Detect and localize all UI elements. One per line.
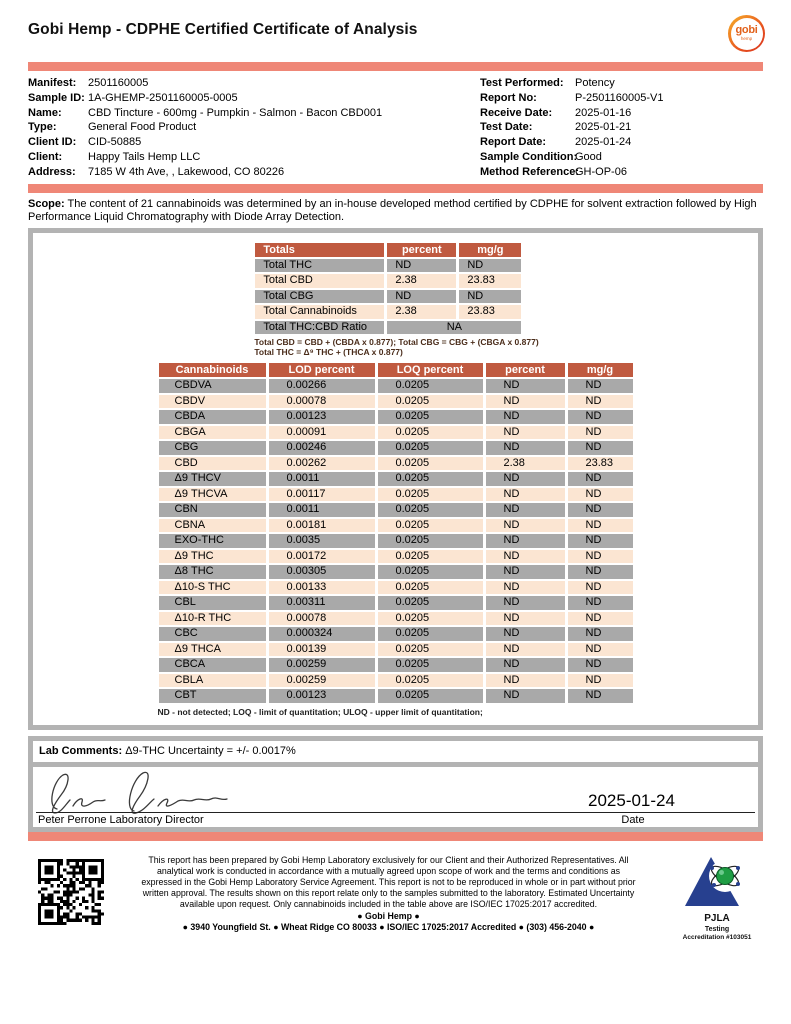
sample-info-left-column [28, 76, 480, 180]
table-row [159, 627, 633, 641]
info-value: GH-OP-06 [575, 165, 627, 178]
lab-comments-text: Δ9-THC Uncertainty = +/- 0.0017% [125, 744, 296, 757]
info-value: 2025-01-21 [575, 121, 632, 134]
table-cell: 0.0205 [378, 565, 483, 579]
table-cell: 0.0205 [378, 379, 483, 393]
table-cell: Δ9 THCA [159, 643, 266, 657]
table-cell: ND [568, 379, 633, 393]
table-header-cell: Totals [255, 243, 384, 257]
table-row [159, 488, 633, 502]
info-row [28, 150, 480, 165]
table-cell: CBN [159, 503, 266, 517]
gobi-logo-inner [731, 18, 763, 50]
table-row [159, 519, 633, 533]
info-row [28, 106, 480, 121]
table-cell: 0.00091 [269, 426, 375, 440]
table-cell: ND [387, 290, 456, 304]
table-cell: 0.00262 [269, 457, 375, 471]
info-label: Manifest: [28, 77, 77, 89]
table-cell: CBDV [159, 395, 266, 409]
signature-handwriting [39, 769, 269, 817]
table-cell: 0.00181 [269, 519, 375, 533]
info-label: Address: [28, 165, 76, 178]
signature-line [36, 812, 755, 813]
info-label: Test Performed: [480, 77, 564, 89]
table-cell: 0.0205 [378, 596, 483, 610]
table-row [159, 410, 633, 424]
table-cell: 0.0205 [378, 627, 483, 641]
table-cell: 0.0205 [378, 581, 483, 595]
scope-paragraph [28, 198, 763, 224]
table-cell: Total CBD [255, 274, 384, 288]
info-label: Test Date: [480, 121, 533, 134]
pjla-logo-graphic [681, 855, 753, 909]
qr-code [38, 859, 104, 925]
table-row [159, 395, 633, 409]
table-cell: Δ10-R THC [159, 612, 266, 626]
table-cell: ND [568, 503, 633, 517]
table-cell: 0.0205 [378, 395, 483, 409]
table-cell: 0.00266 [269, 379, 375, 393]
table-row [159, 550, 633, 564]
table-row [255, 305, 521, 319]
table-cell: Δ8 THC [159, 565, 266, 579]
table-cell: ND [486, 488, 565, 502]
sample-info-right-column [480, 76, 763, 180]
table-cell: 0.00305 [269, 565, 375, 579]
table-cell: ND [486, 550, 565, 564]
table-row [255, 274, 521, 288]
table-cell: 2.38 [387, 274, 456, 288]
table-cell: ND [459, 259, 521, 273]
table-cell: 0.00117 [269, 488, 375, 502]
table-cell: ND [486, 596, 565, 610]
table-cell: ND [568, 612, 633, 626]
table-cell: 0.00311 [269, 596, 375, 610]
table-header-cell: LOD percent [269, 363, 375, 377]
table-cell: ND [568, 534, 633, 548]
table-cell: 0.0205 [378, 689, 483, 703]
table-cell: 0.0205 [378, 534, 483, 548]
table-cell: ND [568, 627, 633, 641]
table-cell: 23.83 [459, 305, 521, 319]
table-cell: ND [568, 565, 633, 579]
table-cell: 0.0205 [378, 426, 483, 440]
info-row [480, 91, 763, 106]
signature-date-value: 2025-01-24 [588, 790, 675, 810]
table-header-cell: LOQ percent [378, 363, 483, 377]
table-cell: 0.0205 [378, 410, 483, 424]
table-cell: ND [568, 581, 633, 595]
header [0, 0, 791, 62]
table-cell: 2.38 [486, 457, 565, 471]
pjla-testing-label: Testing [704, 925, 730, 933]
table-cell: 0.00172 [269, 550, 375, 564]
table-row [255, 259, 521, 273]
table-cell: ND [486, 472, 565, 486]
lab-comments-label: Lab Comments: [39, 744, 123, 757]
table-cell: ND [486, 565, 565, 579]
table-cell: ND [486, 441, 565, 455]
table-cell: ND [486, 612, 565, 626]
table-cell: 0.00123 [269, 410, 375, 424]
table-cell: ND [568, 441, 633, 455]
table-row [159, 457, 633, 471]
table-cell: Total THC [255, 259, 384, 273]
footer-text-block [136, 855, 641, 933]
table-cell: ND [387, 259, 456, 273]
totals-note-1: Total CBD = CBD + (CBDA x 0.877); Total CBG = CBG + (CBGA x 0.877) [254, 337, 539, 348]
pjla-accreditation-logo [673, 855, 761, 942]
table-cell: 0.0205 [378, 643, 483, 657]
signature-area [33, 767, 758, 827]
table-cell: Total THC:CBD Ratio [255, 321, 384, 335]
info-row [480, 165, 763, 180]
table-cell: ND [568, 519, 633, 533]
table-header-cell: mg/g [459, 243, 521, 257]
info-row [28, 91, 480, 106]
results-box [28, 228, 763, 730]
scope-label: Scope: [28, 197, 65, 210]
table-cell: 0.00078 [269, 612, 375, 626]
info-label: Sample ID: [28, 91, 85, 104]
cannabinoids-section [156, 361, 636, 717]
info-value: 2025-01-24 [575, 136, 632, 149]
table-cell: ND [568, 410, 633, 424]
table-cell: 0.0205 [378, 488, 483, 502]
table-cell: CBC [159, 627, 266, 641]
page-title: Gobi Hemp - CDPHE Certified Certificate of Analysis [28, 21, 418, 38]
info-row [28, 165, 480, 180]
table-cell: ND [568, 472, 633, 486]
info-label: Method Reference: [480, 165, 580, 178]
table-cell: ND [568, 395, 633, 409]
info-label: Report Date: [480, 136, 547, 149]
table-row [255, 290, 521, 304]
divider-bar-top [28, 62, 763, 71]
divider-bar-scope [28, 184, 763, 193]
table-cell: ND [486, 534, 565, 548]
info-label: Type: [28, 121, 57, 134]
table-row [159, 658, 633, 672]
table-cell: 0.0035 [269, 534, 375, 548]
table-cell: 0.00139 [269, 643, 375, 657]
table-header-cell: Cannabinoids [159, 363, 266, 377]
table-cell: Δ9 THCV [159, 472, 266, 486]
table-header-row [159, 363, 633, 377]
pjla-accreditation-number: Accreditation #103051 [682, 933, 752, 941]
date-label: Date [621, 813, 645, 826]
info-row [480, 120, 763, 135]
table-cell: EXO-THC [159, 534, 266, 548]
table-cell: 0.0011 [269, 472, 375, 486]
info-value: 2025-01-16 [575, 106, 632, 119]
footer [0, 855, 791, 942]
table-row [159, 596, 633, 610]
info-value: P-2501160005-V1 [575, 91, 664, 104]
table-cell: NA [387, 321, 521, 335]
table-cell: CBL [159, 596, 266, 610]
gobi-logo-subtext: hemp [740, 36, 753, 42]
info-row [28, 76, 480, 91]
info-row [28, 135, 480, 150]
table-row [159, 426, 633, 440]
table-cell: ND [568, 596, 633, 610]
table-cell: CBGA [159, 426, 266, 440]
table-cell: Δ9 THC [159, 550, 266, 564]
table-header-cell: mg/g [568, 363, 633, 377]
table-cell: CBD [159, 457, 266, 471]
table-cell: ND [486, 658, 565, 672]
table-cell: ND [486, 410, 565, 424]
lab-comments [33, 741, 758, 762]
table-cell: 0.0205 [378, 674, 483, 688]
info-value: CBD Tincture - 600mg - Pumpkin - Salmon - Bacon CBD001 [88, 106, 383, 119]
totals-table [252, 241, 524, 337]
table-legend: ND - not detected; LOQ - limit of quantitation; ULOQ - upper limit of quantitation; [157, 706, 483, 717]
signatory-name-title: Peter Perrone Laboratory Director [38, 813, 204, 826]
info-label: Client ID: [28, 136, 77, 149]
table-cell: ND [486, 581, 565, 595]
table-cell: CBNA [159, 519, 266, 533]
table-cell: 0.0205 [378, 441, 483, 455]
table-header-cell: percent [387, 243, 456, 257]
table-cell: 0.00259 [269, 658, 375, 672]
table-cell: ND [568, 674, 633, 688]
table-cell: ND [486, 379, 565, 393]
table-cell: 0.00123 [269, 689, 375, 703]
table-row [159, 674, 633, 688]
table-cell: 0.00078 [269, 395, 375, 409]
table-cell: CBG [159, 441, 266, 455]
table-header-cell: percent [486, 363, 565, 377]
table-cell: CBCA [159, 658, 266, 672]
gobi-hemp-logo [728, 15, 765, 52]
lab-comments-signature-box [28, 736, 763, 832]
pjla-name: PJLA [704, 912, 730, 924]
table-cell: ND [486, 689, 565, 703]
info-value: 1A-GHEMP-2501160005-0005 [88, 91, 238, 104]
table-cell: ND [486, 503, 565, 517]
table-cell: CBDVA [159, 379, 266, 393]
footer-disclaimer: This report has been prepared by Gobi Hemp Laboratory exclusively for our Client and their Authorized Representatives. All analytical work is conducted in accordance with a mutually agreed upon scope of work and the terms and conditions as expressed in the Gobi Hemp Laboratory Service Agreement. This report is not to be reproduced in whole or in part without prior written approval. The results shown on this report relate only to the samples submitted to the laboratory. Estimated Uncertainty available upon request. Only cannabinoids included in the table above are ISO/IEC 17025:2017 accredited. [141, 854, 636, 910]
info-value: Good [575, 150, 602, 163]
table-row [159, 441, 633, 455]
table-cell: 0.0205 [378, 658, 483, 672]
info-label: Name: [28, 106, 62, 119]
table-cell: ND [486, 674, 565, 688]
table-cell: 0.00133 [269, 581, 375, 595]
table-cell: 0.0205 [378, 472, 483, 486]
info-label: Sample Condition: [480, 150, 578, 163]
table-cell: ND [486, 395, 565, 409]
info-value: General Food Product [88, 121, 197, 134]
table-row [159, 534, 633, 548]
table-cell: ND [568, 550, 633, 564]
info-label: Report No: [480, 91, 537, 104]
scope-text: The content of 21 cannabinoids was determined by an in-house developed method certified by CDPHE for solvent extraction followed by High Performance Liquid Chromatography with Diode Array Detection. [28, 197, 757, 223]
footer-address-line: ● 3940 Youngfield St. ● Wheat Ridge CO 80033 ● ISO/IEC 17025:2017 Accredited ● (303) 456-2040 ● [182, 921, 595, 932]
info-value: Happy Tails Hemp LLC [88, 150, 201, 163]
table-row [159, 503, 633, 517]
table-cell: ND [486, 627, 565, 641]
table-header-row [255, 243, 521, 257]
table-cell: CBLA [159, 674, 266, 688]
info-value: 2501160005 [88, 77, 149, 89]
table-cell: 0.0205 [378, 503, 483, 517]
table-cell: ND [486, 426, 565, 440]
table-cell: Δ9 THCVA [159, 488, 266, 502]
info-row [480, 76, 763, 91]
table-cell: 0.0205 [378, 550, 483, 564]
info-label: Receive Date: [480, 106, 553, 119]
info-row [480, 135, 763, 150]
footer-org-line: ● Gobi Hemp ● [357, 910, 420, 921]
table-cell: ND [486, 643, 565, 657]
table-row [255, 321, 521, 335]
totals-section [252, 241, 538, 362]
info-value: 7185 W 4th Ave, , Lakewood, CO 80226 [88, 165, 285, 178]
info-row [28, 120, 480, 135]
table-cell: ND [459, 290, 521, 304]
info-row [480, 150, 763, 165]
table-cell: 0.00259 [269, 674, 375, 688]
table-cell: 23.83 [568, 457, 633, 471]
table-cell: ND [486, 519, 565, 533]
totals-formula-notes [254, 337, 538, 357]
table-row [159, 581, 633, 595]
info-value: CID-50885 [88, 136, 142, 149]
divider-bar-bottom [28, 832, 763, 841]
cannabinoids-table [156, 361, 636, 705]
table-cell: 0.0011 [269, 503, 375, 517]
table-row [159, 612, 633, 626]
table-cell: 0.0205 [378, 457, 483, 471]
table-row [159, 472, 633, 486]
info-label: Client: [28, 150, 63, 163]
table-cell: 0.00246 [269, 441, 375, 455]
table-cell: ND [568, 426, 633, 440]
sample-info-section [0, 71, 791, 184]
table-cell: 0.0205 [378, 519, 483, 533]
table-cell: ND [568, 689, 633, 703]
table-row [159, 565, 633, 579]
table-cell: 23.83 [459, 274, 521, 288]
table-cell: Total CBG [255, 290, 384, 304]
table-cell: Total Cannabinoids [255, 305, 384, 319]
table-cell: ND [568, 488, 633, 502]
table-row [159, 379, 633, 393]
gobi-logo-text: gobi [735, 24, 758, 37]
table-cell: ND [568, 658, 633, 672]
table-cell: 2.38 [387, 305, 456, 319]
table-row [159, 643, 633, 657]
table-cell: CBT [159, 689, 266, 703]
table-row [159, 689, 633, 703]
table-cell: ND [568, 643, 633, 657]
table-cell: Δ10-S THC [159, 581, 266, 595]
info-value: Potency [575, 77, 615, 89]
table-cell: CBDA [159, 410, 266, 424]
totals-note-2: Total THC = Δ⁹ THC + (THCA x 0.877) [254, 347, 403, 358]
table-cell: 0.0205 [378, 612, 483, 626]
info-row [480, 106, 763, 121]
table-cell: 0.000324 [269, 627, 375, 641]
